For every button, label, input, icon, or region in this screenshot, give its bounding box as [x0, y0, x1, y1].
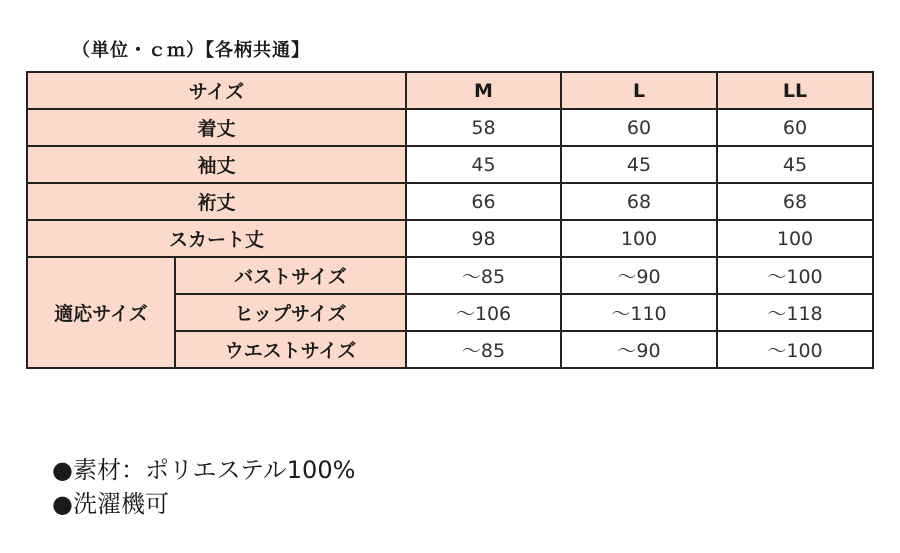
cell-value: ～110	[561, 294, 717, 331]
table-row	[27, 146, 873, 183]
row-label-length: 着丈	[27, 109, 406, 146]
washable-note: ●洗濯機可	[52, 490, 169, 518]
table-row	[27, 257, 873, 294]
fit-group-label: 適応サイズ	[27, 257, 175, 368]
cell-value: 66	[406, 183, 561, 220]
cell-value: 68	[717, 183, 873, 220]
cell-value: 58	[406, 109, 561, 146]
cell-value: 68	[561, 183, 717, 220]
table-row	[27, 183, 873, 220]
cell-value: 45	[717, 146, 873, 183]
cell-value: 60	[717, 109, 873, 146]
cell-value: 100	[561, 220, 717, 257]
product-notes	[52, 453, 355, 521]
material-note: ●素材：ポリエステル100%	[52, 456, 356, 484]
size-chart-table	[26, 71, 874, 369]
cell-value: ～106	[406, 294, 561, 331]
cell-value: ～90	[561, 331, 717, 368]
cell-value: 100	[717, 220, 873, 257]
cell-value: 98	[406, 220, 561, 257]
header-size-l: L	[561, 72, 717, 109]
cell-value: 60	[561, 109, 717, 146]
cell-value: ～100	[717, 331, 873, 368]
row-label-hip: ヒップサイズ	[175, 294, 406, 331]
header-size-label: サイズ	[27, 72, 406, 109]
header-size-m: M	[406, 72, 561, 109]
cell-value: ～90	[561, 257, 717, 294]
cell-value: ～100	[717, 257, 873, 294]
row-label-bust: バストサイズ	[175, 257, 406, 294]
cell-value: 45	[406, 146, 561, 183]
row-label-skirt: スカート丈	[27, 220, 406, 257]
cell-value: ～118	[717, 294, 873, 331]
table-row	[27, 109, 873, 146]
row-label-waist: ウエストサイズ	[175, 331, 406, 368]
unit-note: （単位・ｃｍ）【各柄共通】	[72, 40, 310, 61]
table-header-row	[27, 72, 873, 109]
cell-value: ～85	[406, 257, 561, 294]
cell-value: ～85	[406, 331, 561, 368]
row-label-sleeve: 袖丈	[27, 146, 406, 183]
table-row	[27, 220, 873, 257]
header-size-ll: LL	[717, 72, 873, 109]
cell-value: 45	[561, 146, 717, 183]
row-label-yuki: 裄丈	[27, 183, 406, 220]
